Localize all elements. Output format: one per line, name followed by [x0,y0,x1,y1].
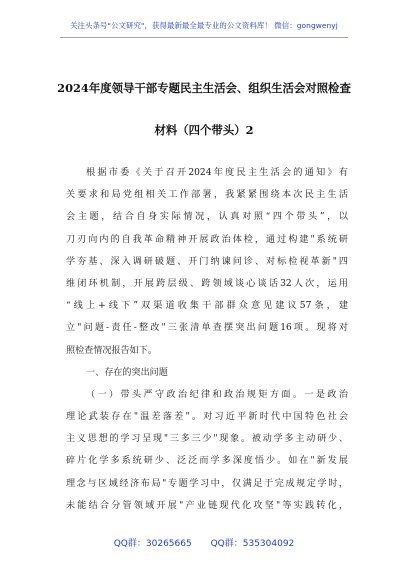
body-line: 关要求和局党组相关工作部署，我紧紧围绕本次民主生活 [66,190,348,201]
body-line: （一）带头严守政治纪律和政治规矩方面。一是政治 [86,389,348,400]
header-note: 关注头条号"公文研究"，获得最新最全最专业的公文资料库！ 微信：gongwenyj [70,21,338,30]
body-line: 根据市委《关于召开2024年度民主生活会的通知》有 [86,168,348,178]
header-divider [60,37,348,38]
footer-qq-group-2: QQ群：535304092 [210,539,295,549]
body-line: 理念与区域经济布局"专题学习中，仅满足于完成规定学时， [66,478,348,489]
body-line: 维闭环机制，开展跨层级、跨领域谈心谈话32人次，运用 [66,278,348,289]
section-heading: 一、存在的突出问题 [86,367,168,378]
body-line: 未能结合分管领域开展"产业链现代化攻坚"等实践转化， [66,500,348,511]
document-title-line-2: 材料（四个带头）2 [154,123,254,137]
body-line: 碎片化学多系统研少、泛泛而学多深度悟少。如在"新发展 [66,456,348,467]
document-body [66,162,348,517]
body-line: 理论武装存在"温差落差"。对习近平新时代中国特色社会 [66,412,348,423]
footer-qq-group-1: QQ群：30265665 [113,539,192,549]
body-line: 学夯基、深入调研破题、开门纳谏问诊、对标检视革新"四 [66,256,348,267]
body-line: 刀刃向内的自我革命精神开展政治体检，通过构建"系统研 [66,234,348,245]
footer-contact [0,536,408,549]
body-line: “线上+线下”双渠道收集干部群众意见建议57条，建 [66,301,348,312]
body-line: 照检查情况报告如下。 [66,345,157,356]
body-line: 会主题，结合自身实际情况，认真对照“四个带头”，以 [66,212,348,223]
body-line: 立"问题-责任-整改"三张清单查摆突出问题16项。现将对 [66,323,348,334]
document-title-line-1: 2024年度领导干部专题民主生活会、组织生活会对照检查 [57,81,351,95]
body-line: 主义思想的学习呈现"三多三少"现象。被动学多主动研少、 [66,434,348,445]
